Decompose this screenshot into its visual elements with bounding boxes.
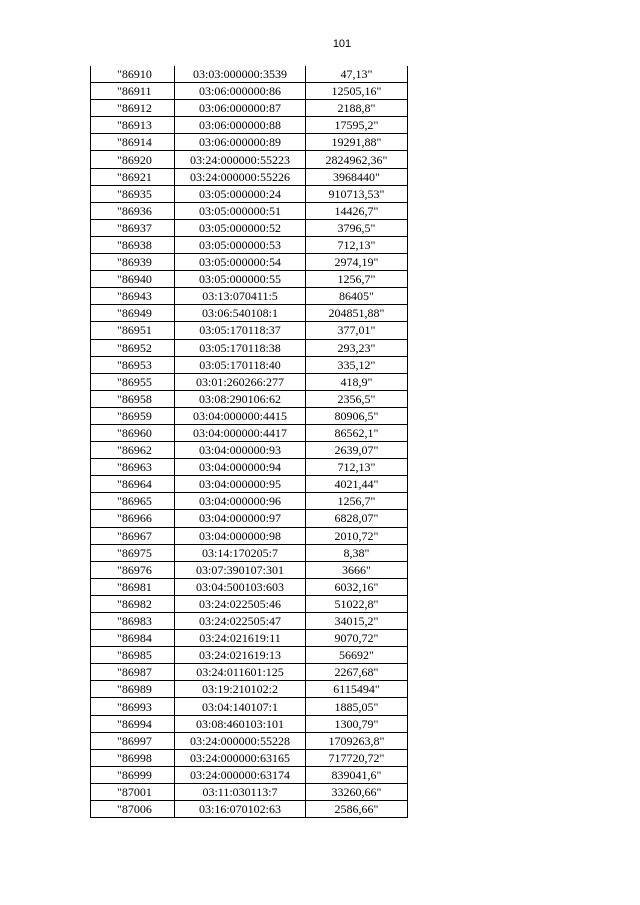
- record-number-cell: "86959: [91, 407, 175, 424]
- record-number-cell: "86962: [91, 442, 175, 459]
- cadastral-number-cell: 03:03:000000:3539: [175, 66, 306, 83]
- cadastral-number-cell: 03:01:260266:277: [175, 373, 306, 390]
- cadastral-number-cell: 03:05:000000:51: [175, 202, 306, 219]
- table-body: [91, 66, 408, 818]
- cadastral-number-cell: 03:04:000000:96: [175, 493, 306, 510]
- value-cell: 6115494": [306, 681, 408, 698]
- record-number-cell: "86966: [91, 510, 175, 527]
- record-number-cell: "86983: [91, 613, 175, 630]
- value-cell: 6032,16": [306, 578, 408, 595]
- table-row: [91, 100, 408, 117]
- value-cell: 4021,44": [306, 476, 408, 493]
- value-cell: 80906,5": [306, 407, 408, 424]
- table-row: [91, 151, 408, 168]
- cadastral-number-cell: 03:04:000000:95: [175, 476, 306, 493]
- value-cell: 2188,8": [306, 100, 408, 117]
- table-row: [91, 288, 408, 305]
- table-row: [91, 254, 408, 271]
- record-number-cell: "86940: [91, 271, 175, 288]
- record-number-cell: "86912: [91, 100, 175, 117]
- cadastral-number-cell: 03:24:000000:63165: [175, 749, 306, 766]
- cadastral-number-cell: 03:24:000000:55226: [175, 168, 306, 185]
- table-row: [91, 305, 408, 322]
- value-cell: 86405": [306, 288, 408, 305]
- record-number-cell: "86982: [91, 595, 175, 612]
- record-number-cell: "86914: [91, 134, 175, 151]
- cadastral-number-cell: 03:04:140107:1: [175, 698, 306, 715]
- record-number-cell: "86985: [91, 647, 175, 664]
- value-cell: 12505,16": [306, 83, 408, 100]
- cadastral-number-cell: 03:04:000000:97: [175, 510, 306, 527]
- table-row: [91, 783, 408, 800]
- record-number-cell: "86937: [91, 219, 175, 236]
- table-row: [91, 236, 408, 253]
- cadastral-number-cell: 03:24:021619:13: [175, 647, 306, 664]
- cadastral-number-cell: 03:06:540108:1: [175, 305, 306, 322]
- table-row: [91, 681, 408, 698]
- record-number-cell: "86935: [91, 185, 175, 202]
- cadastral-number-cell: 03:08:460103:101: [175, 715, 306, 732]
- record-number-cell: "86987: [91, 664, 175, 681]
- cadastral-number-cell: 03:06:000000:88: [175, 117, 306, 134]
- value-cell: 1256,7": [306, 271, 408, 288]
- table-row: [91, 613, 408, 630]
- table-row: [91, 459, 408, 476]
- record-number-cell: "86975: [91, 544, 175, 561]
- table-row: [91, 630, 408, 647]
- record-number-cell: "86997: [91, 732, 175, 749]
- record-number-cell: "86955: [91, 373, 175, 390]
- cadastral-number-cell: 03:04:500103:603: [175, 578, 306, 595]
- value-cell: 839041,6": [306, 766, 408, 783]
- table-row: [91, 732, 408, 749]
- cadastral-number-cell: 03:05:170118:38: [175, 339, 306, 356]
- value-cell: 1256,7": [306, 493, 408, 510]
- record-number-cell: "86910: [91, 66, 175, 83]
- table-row: [91, 578, 408, 595]
- cadastral-number-cell: 03:24:000000:55228: [175, 732, 306, 749]
- value-cell: 204851,88": [306, 305, 408, 322]
- table-row: [91, 561, 408, 578]
- cadastral-number-cell: 03:04:000000:93: [175, 442, 306, 459]
- table-row: [91, 83, 408, 100]
- record-number-cell: "86920: [91, 151, 175, 168]
- table-row: [91, 168, 408, 185]
- table-row: [91, 510, 408, 527]
- cadastral-number-cell: 03:24:022505:47: [175, 613, 306, 630]
- cadastral-number-cell: 03:05:000000:55: [175, 271, 306, 288]
- table-row: [91, 219, 408, 236]
- value-cell: 293,23": [306, 339, 408, 356]
- table-row: [91, 766, 408, 783]
- table-row: [91, 66, 408, 83]
- cadastral-number-cell: 03:24:000000:63174: [175, 766, 306, 783]
- record-number-cell: "87006: [91, 801, 175, 818]
- record-number-cell: "86993: [91, 698, 175, 715]
- table-row: [91, 339, 408, 356]
- cadastral-number-cell: 03:05:170118:37: [175, 322, 306, 339]
- value-cell: 910713,53": [306, 185, 408, 202]
- value-cell: 418,9": [306, 373, 408, 390]
- record-number-cell: "86951: [91, 322, 175, 339]
- value-cell: 34015,2": [306, 613, 408, 630]
- table-row: [91, 801, 408, 818]
- value-cell: 56692": [306, 647, 408, 664]
- table-row: [91, 647, 408, 664]
- value-cell: 14426,7": [306, 202, 408, 219]
- value-cell: 2639,07": [306, 442, 408, 459]
- cadastral-number-cell: 03:16:070102:63: [175, 801, 306, 818]
- value-cell: 712,13": [306, 459, 408, 476]
- cadastral-number-cell: 03:24:021619:11: [175, 630, 306, 647]
- table-row: [91, 715, 408, 732]
- record-number-cell: "86967: [91, 527, 175, 544]
- table-row: [91, 476, 408, 493]
- cadastral-number-cell: 03:04:000000:4415: [175, 407, 306, 424]
- record-number-cell: "86939: [91, 254, 175, 271]
- value-cell: 8,38": [306, 544, 408, 561]
- table-row: [91, 185, 408, 202]
- table-row: [91, 117, 408, 134]
- cadastral-number-cell: 03:05:000000:24: [175, 185, 306, 202]
- record-number-cell: "86963: [91, 459, 175, 476]
- record-number-cell: "86998: [91, 749, 175, 766]
- cadastral-table: [90, 66, 408, 818]
- value-cell: 6828,07": [306, 510, 408, 527]
- table-row: [91, 322, 408, 339]
- cadastral-number-cell: 03:24:011601:125: [175, 664, 306, 681]
- record-number-cell: "86994: [91, 715, 175, 732]
- table-row: [91, 373, 408, 390]
- record-number-cell: "86943: [91, 288, 175, 305]
- cadastral-number-cell: 03:24:022505:46: [175, 595, 306, 612]
- value-cell: 1885,05": [306, 698, 408, 715]
- value-cell: 3666": [306, 561, 408, 578]
- value-cell: 3968440": [306, 168, 408, 185]
- record-number-cell: "86958: [91, 390, 175, 407]
- record-number-cell: "87001: [91, 783, 175, 800]
- table-row: [91, 202, 408, 219]
- value-cell: 2586,66": [306, 801, 408, 818]
- value-cell: 3796,5": [306, 219, 408, 236]
- record-number-cell: "86949: [91, 305, 175, 322]
- record-number-cell: "86936: [91, 202, 175, 219]
- value-cell: 2356,5": [306, 390, 408, 407]
- record-number-cell: "86921: [91, 168, 175, 185]
- table-row: [91, 390, 408, 407]
- record-number-cell: "86952: [91, 339, 175, 356]
- cadastral-number-cell: 03:05:000000:54: [175, 254, 306, 271]
- table-row: [91, 698, 408, 715]
- value-cell: 2974,19": [306, 254, 408, 271]
- value-cell: 1300,79": [306, 715, 408, 732]
- cadastral-number-cell: 03:05:170118:40: [175, 356, 306, 373]
- table-row: [91, 527, 408, 544]
- value-cell: 377,01": [306, 322, 408, 339]
- table-row: [91, 407, 408, 424]
- record-number-cell: "86981: [91, 578, 175, 595]
- value-cell: 17595,2": [306, 117, 408, 134]
- record-number-cell: "86976: [91, 561, 175, 578]
- record-number-cell: "86960: [91, 424, 175, 441]
- value-cell: 9070,72": [306, 630, 408, 647]
- table-row: [91, 493, 408, 510]
- cadastral-number-cell: 03:06:000000:86: [175, 83, 306, 100]
- table-row: [91, 749, 408, 766]
- table-row: [91, 356, 408, 373]
- cadastral-number-cell: 03:14:170205:7: [175, 544, 306, 561]
- record-number-cell: "86913: [91, 117, 175, 134]
- record-number-cell: "86911: [91, 83, 175, 100]
- cadastral-number-cell: 03:04:000000:94: [175, 459, 306, 476]
- value-cell: 2824962,36": [306, 151, 408, 168]
- record-number-cell: "86964: [91, 476, 175, 493]
- table-row: [91, 424, 408, 441]
- table-row: [91, 595, 408, 612]
- value-cell: 2267,68": [306, 664, 408, 681]
- record-number-cell: "86953: [91, 356, 175, 373]
- value-cell: 86562,1": [306, 424, 408, 441]
- cadastral-number-cell: 03:24:000000:55223: [175, 151, 306, 168]
- cadastral-number-cell: 03:11:030113:7: [175, 783, 306, 800]
- table-row: [91, 442, 408, 459]
- table-row: [91, 544, 408, 561]
- cadastral-number-cell: 03:07:390107:301: [175, 561, 306, 578]
- cadastral-number-cell: 03:08:290106:62: [175, 390, 306, 407]
- value-cell: 1709263,8": [306, 732, 408, 749]
- value-cell: 51022,8": [306, 595, 408, 612]
- value-cell: 2010,72": [306, 527, 408, 544]
- cadastral-number-cell: 03:19:210102:2: [175, 681, 306, 698]
- table-row: [91, 271, 408, 288]
- value-cell: 47,13": [306, 66, 408, 83]
- cadastral-number-cell: 03:05:000000:52: [175, 219, 306, 236]
- value-cell: 19291,88": [306, 134, 408, 151]
- value-cell: 335,12": [306, 356, 408, 373]
- value-cell: 33260,66": [306, 783, 408, 800]
- page-number: 101: [332, 38, 352, 50]
- table-row: [91, 134, 408, 151]
- cadastral-number-cell: 03:13:070411:5: [175, 288, 306, 305]
- table-row: [91, 664, 408, 681]
- cadastral-number-cell: 03:04:000000:98: [175, 527, 306, 544]
- record-number-cell: "86938: [91, 236, 175, 253]
- cadastral-number-cell: 03:04:000000:4417: [175, 424, 306, 441]
- value-cell: 717720,72": [306, 749, 408, 766]
- cadastral-number-cell: 03:06:000000:89: [175, 134, 306, 151]
- record-number-cell: "86965: [91, 493, 175, 510]
- record-number-cell: "86984: [91, 630, 175, 647]
- cadastral-number-cell: 03:05:000000:53: [175, 236, 306, 253]
- record-number-cell: "86999: [91, 766, 175, 783]
- record-number-cell: "86989: [91, 681, 175, 698]
- cadastral-number-cell: 03:06:000000:87: [175, 100, 306, 117]
- value-cell: 712,13": [306, 236, 408, 253]
